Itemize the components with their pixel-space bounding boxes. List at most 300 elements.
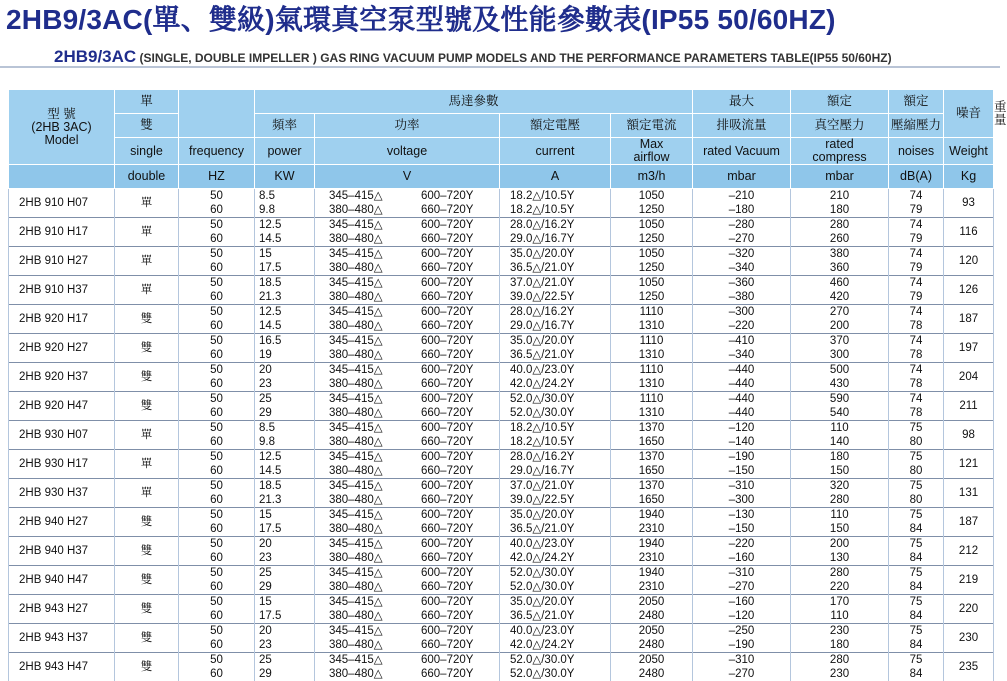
- header-flow-unit: m3/h: [611, 165, 693, 189]
- voltage-cell: [315, 595, 500, 610]
- compress-cell: 280: [791, 218, 889, 233]
- compress-cell: 280: [791, 493, 889, 508]
- compress-cell: 230: [791, 624, 889, 639]
- stage-cell: 單: [115, 421, 179, 450]
- weight-cell: 116: [944, 218, 994, 247]
- frequency-cell: 50: [179, 334, 255, 349]
- airflow-cell: 1310: [611, 377, 693, 392]
- power-cell: 20: [255, 537, 315, 552]
- current-cell: 40.0△/23.0Y: [500, 363, 611, 378]
- weight-cell: 197: [944, 334, 994, 363]
- frequency-cell: 60: [179, 464, 255, 479]
- current-cell: 28.0△/16.2Y: [500, 450, 611, 465]
- noise-cell: 79: [889, 290, 944, 305]
- voltage-cell: [315, 203, 500, 218]
- voltage-star: 660–720Y: [421, 262, 473, 274]
- power-cell: 14.5: [255, 232, 315, 247]
- airflow-cell: 1250: [611, 203, 693, 218]
- voltage-cell: [315, 290, 500, 305]
- current-cell: 37.0△/21.0Y: [500, 479, 611, 494]
- current-cell: 35.0△/20.0Y: [500, 334, 611, 349]
- header-power-en: power: [255, 138, 315, 165]
- table-row: [9, 508, 994, 523]
- vacuum-cell: –120: [693, 609, 791, 624]
- power-cell: 9.8: [255, 203, 315, 218]
- voltage-cell: [315, 276, 500, 291]
- voltage-delta: 380–480△: [329, 464, 421, 478]
- frequency-cell: 60: [179, 551, 255, 566]
- header-model: 型 號 (2HB 3AC) Model: [9, 90, 115, 165]
- frequency-cell: 50: [179, 276, 255, 291]
- current-cell: 52.0△/30.0Y: [500, 667, 611, 681]
- table-row: [9, 479, 994, 494]
- airflow-cell: 2050: [611, 653, 693, 668]
- header-flow-zh2: 排吸流量: [693, 114, 791, 138]
- voltage-delta: 380–480△: [329, 638, 421, 652]
- stage-cell: 雙: [115, 508, 179, 537]
- header-comp-unit: mbar: [791, 165, 889, 189]
- noise-cell: 84: [889, 522, 944, 537]
- vacuum-cell: –250: [693, 624, 791, 639]
- weight-cell: 98: [944, 421, 994, 450]
- compress-cell: 200: [791, 319, 889, 334]
- voltage-delta: 345–415△: [329, 334, 421, 348]
- current-cell: 35.0△/20.0Y: [500, 595, 611, 610]
- power-cell: 18.5: [255, 479, 315, 494]
- noise-cell: 74: [889, 363, 944, 378]
- compress-cell: 370: [791, 334, 889, 349]
- compress-cell: 180: [791, 450, 889, 465]
- stage-cell: 雙: [115, 624, 179, 653]
- voltage-star: 660–720Y: [421, 581, 473, 593]
- compress-cell: 270: [791, 305, 889, 320]
- weight-cell: 220: [944, 595, 994, 624]
- noise-cell: 75: [889, 421, 944, 436]
- table-row: [9, 566, 994, 581]
- vacuum-cell: –190: [693, 638, 791, 653]
- voltage-star: 600–720Y: [421, 451, 473, 463]
- current-cell: 40.0△/23.0Y: [500, 624, 611, 639]
- stage-cell: 單: [115, 450, 179, 479]
- current-cell: 36.5△/21.0Y: [500, 609, 611, 624]
- airflow-cell: 1250: [611, 261, 693, 276]
- voltage-delta: 345–415△: [329, 450, 421, 464]
- noise-cell: 74: [889, 276, 944, 291]
- power-cell: 8.5: [255, 421, 315, 436]
- power-cell: 20: [255, 624, 315, 639]
- model-cell: 2HB 930 H37: [9, 479, 115, 508]
- vacuum-cell: –380: [693, 290, 791, 305]
- current-cell: 36.5△/21.0Y: [500, 348, 611, 363]
- noise-cell: 84: [889, 580, 944, 595]
- voltage-delta: 345–415△: [329, 595, 421, 609]
- model-cell: 2HB 920 H37: [9, 363, 115, 392]
- voltage-delta: 380–480△: [329, 580, 421, 594]
- airflow-cell: 1370: [611, 450, 693, 465]
- voltage-delta: 345–415△: [329, 421, 421, 435]
- current-cell: 39.0△/22.5Y: [500, 290, 611, 305]
- header-noise-unit: dB(A): [889, 165, 944, 189]
- noise-cell: 75: [889, 566, 944, 581]
- model-cell: 2HB 920 H27: [9, 334, 115, 363]
- voltage-cell: [315, 392, 500, 407]
- voltage-cell: [315, 580, 500, 595]
- subtitle-description: (SINGLE, DOUBLE IMPELLER ) GAS RING VACUUM PUMP MODELS AND THE PERFORMANCE PARAMETERS TABLE(IP55 50/60HZ): [136, 51, 891, 65]
- noise-cell: 79: [889, 261, 944, 276]
- header-stage-single-en: single: [115, 138, 179, 165]
- noise-cell: 75: [889, 508, 944, 523]
- power-cell: 15: [255, 247, 315, 262]
- compress-cell: 140: [791, 435, 889, 450]
- header-current-zh: 額定電流: [611, 114, 693, 138]
- power-cell: 25: [255, 653, 315, 668]
- frequency-cell: 50: [179, 305, 255, 320]
- current-cell: 52.0△/30.0Y: [500, 566, 611, 581]
- frequency-cell: 60: [179, 667, 255, 681]
- frequency-cell: 50: [179, 363, 255, 378]
- noise-cell: 75: [889, 653, 944, 668]
- stage-cell: 雙: [115, 537, 179, 566]
- vacuum-cell: –140: [693, 435, 791, 450]
- airflow-cell: 1110: [611, 334, 693, 349]
- voltage-star: 600–720Y: [421, 596, 473, 608]
- weight-cell: 93: [944, 189, 994, 218]
- voltage-cell: [315, 624, 500, 639]
- compress-cell: 380: [791, 247, 889, 262]
- power-cell: 18.5: [255, 276, 315, 291]
- voltage-cell: [315, 522, 500, 537]
- noise-cell: 74: [889, 247, 944, 262]
- model-cell: 2HB 930 H17: [9, 450, 115, 479]
- power-cell: 23: [255, 551, 315, 566]
- voltage-cell: [315, 667, 500, 681]
- current-cell: 39.0△/22.5Y: [500, 493, 611, 508]
- model-cell: 2HB 910 H17: [9, 218, 115, 247]
- voltage-delta: 380–480△: [329, 377, 421, 391]
- frequency-cell: 60: [179, 638, 255, 653]
- frequency-cell: 60: [179, 493, 255, 508]
- vacuum-cell: –300: [693, 305, 791, 320]
- noise-cell: 78: [889, 319, 944, 334]
- compress-cell: 220: [791, 580, 889, 595]
- frequency-cell: 50: [179, 624, 255, 639]
- frequency-cell: 50: [179, 421, 255, 436]
- current-cell: 52.0△/30.0Y: [500, 406, 611, 421]
- stage-cell: 雙: [115, 305, 179, 334]
- voltage-star: 660–720Y: [421, 436, 473, 448]
- header-freq-zh: 頻率: [255, 114, 315, 138]
- airflow-cell: 1310: [611, 319, 693, 334]
- power-cell: 20: [255, 363, 315, 378]
- voltage-star: 600–720Y: [421, 248, 473, 260]
- vacuum-cell: –320: [693, 247, 791, 262]
- compress-cell: 430: [791, 377, 889, 392]
- airflow-cell: 1110: [611, 392, 693, 407]
- vacuum-cell: –150: [693, 464, 791, 479]
- noise-cell: 75: [889, 450, 944, 465]
- weight-cell: 126: [944, 276, 994, 305]
- header-weight-en: Weight: [944, 138, 994, 165]
- voltage-cell: [315, 638, 500, 653]
- power-cell: 15: [255, 508, 315, 523]
- voltage-star: 660–720Y: [421, 233, 473, 245]
- vacuum-cell: –270: [693, 232, 791, 247]
- stage-cell: 雙: [115, 363, 179, 392]
- vacuum-cell: –220: [693, 319, 791, 334]
- header-noise-en: noises: [889, 138, 944, 165]
- voltage-star: 660–720Y: [421, 610, 473, 622]
- current-cell: 40.0△/23.0Y: [500, 537, 611, 552]
- header-power-zh: 功率: [315, 114, 500, 138]
- model-cell: 2HB 920 H47: [9, 392, 115, 421]
- frequency-cell: 60: [179, 232, 255, 247]
- model-cell: 2HB 910 H07: [9, 189, 115, 218]
- voltage-delta: 380–480△: [329, 406, 421, 420]
- header-model-unit-blank: [9, 165, 115, 189]
- weight-cell: 121: [944, 450, 994, 479]
- voltage-star: 600–720Y: [421, 422, 473, 434]
- frequency-cell: 60: [179, 580, 255, 595]
- voltage-star: 600–720Y: [421, 190, 473, 202]
- subtitle-model: 2HB9/3AC: [54, 47, 136, 66]
- voltage-cell: [315, 551, 500, 566]
- noise-cell: 78: [889, 406, 944, 421]
- vacuum-cell: –160: [693, 551, 791, 566]
- current-cell: 52.0△/30.0Y: [500, 392, 611, 407]
- voltage-delta: 345–415△: [329, 218, 421, 232]
- frequency-cell: 50: [179, 247, 255, 262]
- power-cell: 9.8: [255, 435, 315, 450]
- performance-table: [8, 89, 994, 681]
- voltage-cell: [315, 406, 500, 421]
- vacuum-cell: –120: [693, 421, 791, 436]
- voltage-star: 660–720Y: [421, 378, 473, 390]
- model-cell: 2HB 943 H37: [9, 624, 115, 653]
- current-cell: 42.0△/24.2Y: [500, 638, 611, 653]
- voltage-cell: [315, 464, 500, 479]
- weight-cell: 230: [944, 624, 994, 653]
- noise-cell: 74: [889, 305, 944, 320]
- airflow-cell: 1110: [611, 363, 693, 378]
- power-cell: 25: [255, 566, 315, 581]
- vacuum-cell: –270: [693, 667, 791, 681]
- table-row: [9, 653, 994, 668]
- power-cell: 29: [255, 580, 315, 595]
- power-cell: 21.3: [255, 290, 315, 305]
- table-row: [9, 218, 994, 233]
- frequency-cell: 50: [179, 218, 255, 233]
- voltage-cell: [315, 479, 500, 494]
- model-cell: 2HB 910 H27: [9, 247, 115, 276]
- voltage-cell: [315, 609, 500, 624]
- compress-cell: 280: [791, 566, 889, 581]
- current-cell: 35.0△/20.0Y: [500, 508, 611, 523]
- voltage-delta: 380–480△: [329, 232, 421, 246]
- voltage-star: 600–720Y: [421, 335, 473, 347]
- header-vac-zh2: 真空壓力: [791, 114, 889, 138]
- voltage-delta: 380–480△: [329, 290, 421, 304]
- airflow-cell: 2310: [611, 551, 693, 566]
- current-cell: 18.2△/10.5Y: [500, 435, 611, 450]
- power-cell: 8.5: [255, 189, 315, 204]
- title-rule: [0, 66, 1000, 68]
- compress-cell: 500: [791, 363, 889, 378]
- current-cell: 52.0△/30.0Y: [500, 580, 611, 595]
- voltage-delta: 345–415△: [329, 247, 421, 261]
- table-body: [9, 189, 994, 681]
- vacuum-cell: –310: [693, 653, 791, 668]
- voltage-delta: 380–480△: [329, 348, 421, 362]
- voltage-cell: [315, 232, 500, 247]
- compress-cell: 150: [791, 522, 889, 537]
- power-cell: 29: [255, 667, 315, 681]
- voltage-delta: 345–415△: [329, 305, 421, 319]
- model-cell: 2HB 920 H17: [9, 305, 115, 334]
- voltage-delta: 345–415△: [329, 392, 421, 406]
- header-vac-en: rated Vacuum: [693, 138, 791, 165]
- weight-cell: 187: [944, 508, 994, 537]
- frequency-cell: 60: [179, 261, 255, 276]
- voltage-delta: 345–415△: [329, 508, 421, 522]
- stage-cell: 雙: [115, 334, 179, 363]
- voltage-star: 600–720Y: [421, 480, 473, 492]
- power-cell: 14.5: [255, 319, 315, 334]
- voltage-star: 660–720Y: [421, 349, 473, 361]
- frequency-cell: 50: [179, 392, 255, 407]
- vacuum-cell: –270: [693, 580, 791, 595]
- power-cell: 15: [255, 595, 315, 610]
- header-comp-en: rated compress: [791, 138, 889, 165]
- vacuum-cell: –280: [693, 218, 791, 233]
- current-cell: 42.0△/24.2Y: [500, 551, 611, 566]
- noise-cell: 84: [889, 667, 944, 681]
- voltage-delta: 380–480△: [329, 551, 421, 565]
- power-cell: 16.5: [255, 334, 315, 349]
- compress-cell: 200: [791, 537, 889, 552]
- weight-cell: 211: [944, 392, 994, 421]
- model-cell: 2HB 943 H47: [9, 653, 115, 681]
- voltage-delta: 345–415△: [329, 537, 421, 551]
- noise-cell: 74: [889, 189, 944, 204]
- vacuum-cell: –340: [693, 261, 791, 276]
- voltage-star: 600–720Y: [421, 509, 473, 521]
- voltage-star: 600–720Y: [421, 277, 473, 289]
- compress-cell: 180: [791, 203, 889, 218]
- voltage-delta: 345–415△: [329, 189, 421, 203]
- stage-cell: 單: [115, 479, 179, 508]
- power-cell: 23: [255, 377, 315, 392]
- frequency-cell: 60: [179, 435, 255, 450]
- frequency-cell: 60: [179, 348, 255, 363]
- header-weight-unit: Kg: [944, 165, 994, 189]
- compress-cell: 110: [791, 609, 889, 624]
- frequency-cell: 60: [179, 319, 255, 334]
- frequency-cell: 60: [179, 406, 255, 421]
- vacuum-cell: –300: [693, 493, 791, 508]
- voltage-cell: [315, 261, 500, 276]
- voltage-star: 660–720Y: [421, 668, 473, 680]
- voltage-star: 600–720Y: [421, 538, 473, 550]
- compress-cell: 170: [791, 595, 889, 610]
- vacuum-cell: –410: [693, 334, 791, 349]
- voltage-delta: 380–480△: [329, 435, 421, 449]
- voltage-star: 600–720Y: [421, 567, 473, 579]
- airflow-cell: 1050: [611, 247, 693, 262]
- stage-cell: 雙: [115, 566, 179, 595]
- power-cell: 12.5: [255, 305, 315, 320]
- voltage-star: 600–720Y: [421, 306, 473, 318]
- voltage-cell: [315, 508, 500, 523]
- vacuum-cell: –190: [693, 450, 791, 465]
- compress-cell: 300: [791, 348, 889, 363]
- table-row: [9, 421, 994, 436]
- voltage-cell: [315, 435, 500, 450]
- model-cell: 2HB 940 H37: [9, 537, 115, 566]
- airflow-cell: 1650: [611, 435, 693, 450]
- table-row: [9, 450, 994, 465]
- compress-cell: 540: [791, 406, 889, 421]
- airflow-cell: 2310: [611, 580, 693, 595]
- current-cell: 52.0△/30.0Y: [500, 653, 611, 668]
- header-power-unit: KW: [255, 165, 315, 189]
- power-cell: 17.5: [255, 261, 315, 276]
- header-flow-en: Max airflow: [611, 138, 693, 165]
- weight-cell: 120: [944, 247, 994, 276]
- power-cell: 17.5: [255, 522, 315, 537]
- header-freq-unit: HZ: [179, 165, 255, 189]
- airflow-cell: 1050: [611, 276, 693, 291]
- frequency-cell: 50: [179, 508, 255, 523]
- frequency-cell: 50: [179, 595, 255, 610]
- vacuum-cell: –130: [693, 508, 791, 523]
- stage-cell: 單: [115, 189, 179, 218]
- voltage-delta: 380–480△: [329, 493, 421, 507]
- voltage-cell: [315, 377, 500, 392]
- compress-cell: 110: [791, 508, 889, 523]
- compress-cell: 180: [791, 638, 889, 653]
- current-cell: 29.0△/16.7Y: [500, 464, 611, 479]
- noise-cell: 75: [889, 479, 944, 494]
- airflow-cell: 2310: [611, 522, 693, 537]
- airflow-cell: 1250: [611, 290, 693, 305]
- voltage-star: 660–720Y: [421, 407, 473, 419]
- voltage-star: 660–720Y: [421, 291, 473, 303]
- header-voltage-unit: V: [315, 165, 500, 189]
- airflow-cell: 1650: [611, 464, 693, 479]
- compress-cell: 360: [791, 261, 889, 276]
- compress-cell: 260: [791, 232, 889, 247]
- compress-cell: 460: [791, 276, 889, 291]
- current-cell: 28.0△/16.2Y: [500, 305, 611, 320]
- power-cell: 29: [255, 406, 315, 421]
- frequency-cell: 50: [179, 479, 255, 494]
- airflow-cell: 1310: [611, 348, 693, 363]
- header-motor-group: 馬達參數: [255, 90, 693, 114]
- stage-cell: 雙: [115, 595, 179, 624]
- compress-cell: 280: [791, 653, 889, 668]
- vacuum-cell: –210: [693, 189, 791, 204]
- voltage-delta: 345–415△: [329, 479, 421, 493]
- compress-cell: 420: [791, 290, 889, 305]
- voltage-star: 660–720Y: [421, 552, 473, 564]
- voltage-delta: 345–415△: [329, 624, 421, 638]
- power-cell: 19: [255, 348, 315, 363]
- noise-cell: 74: [889, 334, 944, 349]
- airflow-cell: 2480: [611, 638, 693, 653]
- vacuum-cell: –160: [693, 595, 791, 610]
- vacuum-cell: –310: [693, 479, 791, 494]
- voltage-star: 660–720Y: [421, 639, 473, 651]
